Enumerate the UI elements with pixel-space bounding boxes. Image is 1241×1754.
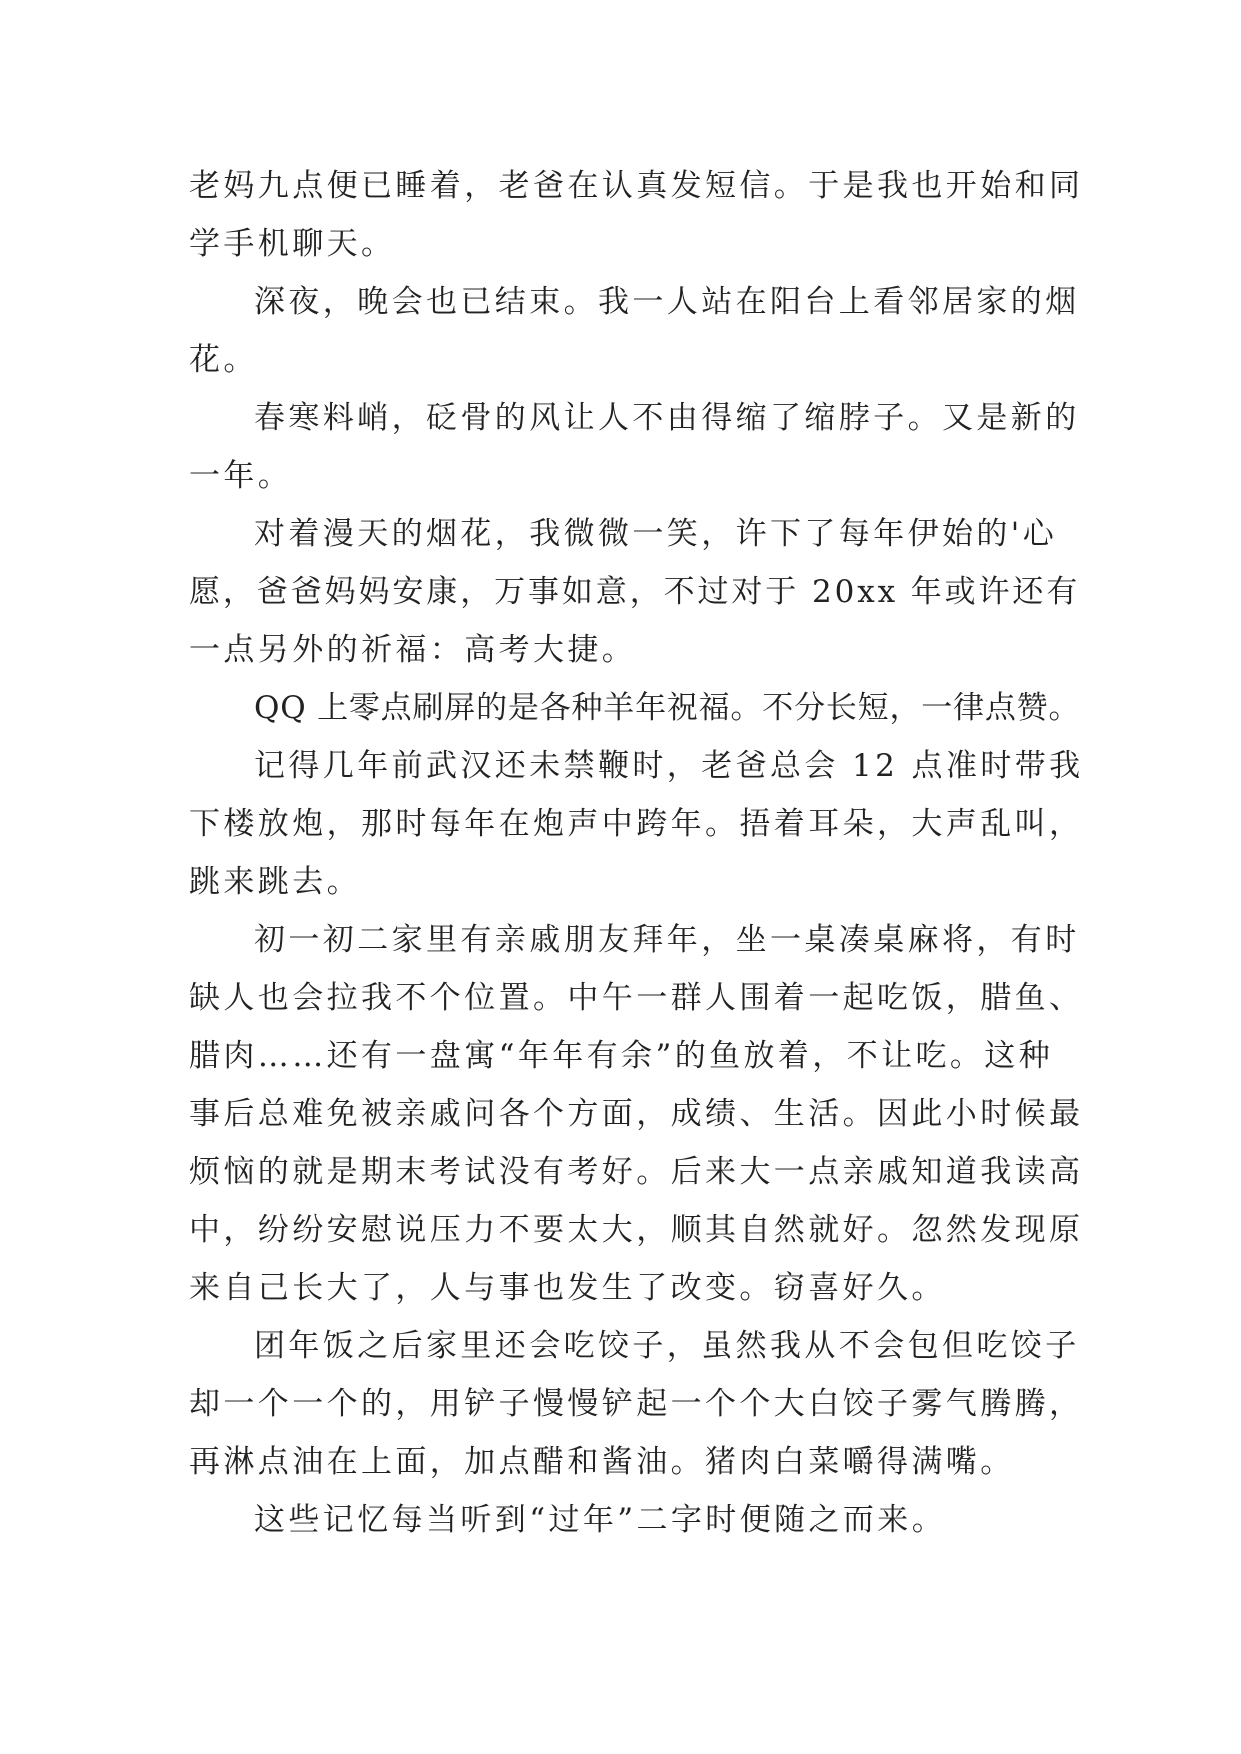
text-line: 老妈九点便已睡着，老爸在认真发短信。于是我也开始和同 xyxy=(189,168,1084,204)
text-line: 中，纷纷安慰说压力不要太大，顺其自然就好。忽然发现原 xyxy=(189,1212,1084,1248)
text-line: 春寒料峭，砭骨的风让人不由得缩了缩脖子。又是新的 xyxy=(254,400,1080,436)
text-line: 初一初二家里有亲戚朋友拜年，坐一桌凑桌麻将，有时 xyxy=(254,922,1080,958)
text-line: 缺人也会拉我不个位置。中午一群人围着一起吃饭，腊鱼、 xyxy=(189,980,1084,1016)
text-line: 事后总难免被亲戚问各个方面，成绩、生活。因此小时候最 xyxy=(189,1096,1084,1132)
text-line: 愿，爸爸妈妈安康，万事如意，不过对于 20xx 年或许还有 xyxy=(189,574,1081,610)
text-line: 烦恼的就是期末考试没有考好。后来大一点亲戚知道我读高 xyxy=(189,1154,1084,1190)
text-line: 对着漫天的烟花，我微微一笑，许下了每年伊始的'心 xyxy=(254,516,1058,552)
text-line: 来自己长大了，人与事也发生了改变。窃喜好久。 xyxy=(189,1270,946,1306)
text-line: 却一个一个的，用铲子慢慢铲起一个个大白饺子雾气腾腾， xyxy=(189,1386,1084,1422)
text-line: 团年饭之后家里还会吃饺子，虽然我从不会包但吃饺子 xyxy=(254,1328,1080,1364)
text-line: 花。 xyxy=(189,342,258,378)
text-line: 深夜，晚会也已结束。我一人站在阳台上看邻居家的烟 xyxy=(254,284,1080,320)
text-line: 腊肉……还有一盘寓“年年有余”的鱼放着，不让吃。这种 xyxy=(189,1038,1054,1074)
text-line: 记得几年前武汉还未禁鞭时，老爸总会 12 点准时带我 xyxy=(254,748,1084,784)
text-line: 跳来跳去。 xyxy=(189,864,361,900)
text-line: 下楼放炮，那时每年在炮声中跨年。捂着耳朵，大声乱叫， xyxy=(189,806,1084,842)
text-line: 这些记忆每当听到“过年”二字时便随之而来。 xyxy=(254,1502,947,1538)
text-line: 一点另外的祈福：高考大捷。 xyxy=(189,632,637,668)
text-line: QQ 上零点刷屏的是各种羊年祝福。不分长短，一律点赞。 xyxy=(254,690,1081,726)
text-line: 再淋点油在上面，加点醋和酱油。猪肉白菜嚼得满嘴。 xyxy=(189,1444,1015,1480)
text-line: 学手机聊天。 xyxy=(189,226,396,262)
text-line: 一年。 xyxy=(189,458,293,494)
